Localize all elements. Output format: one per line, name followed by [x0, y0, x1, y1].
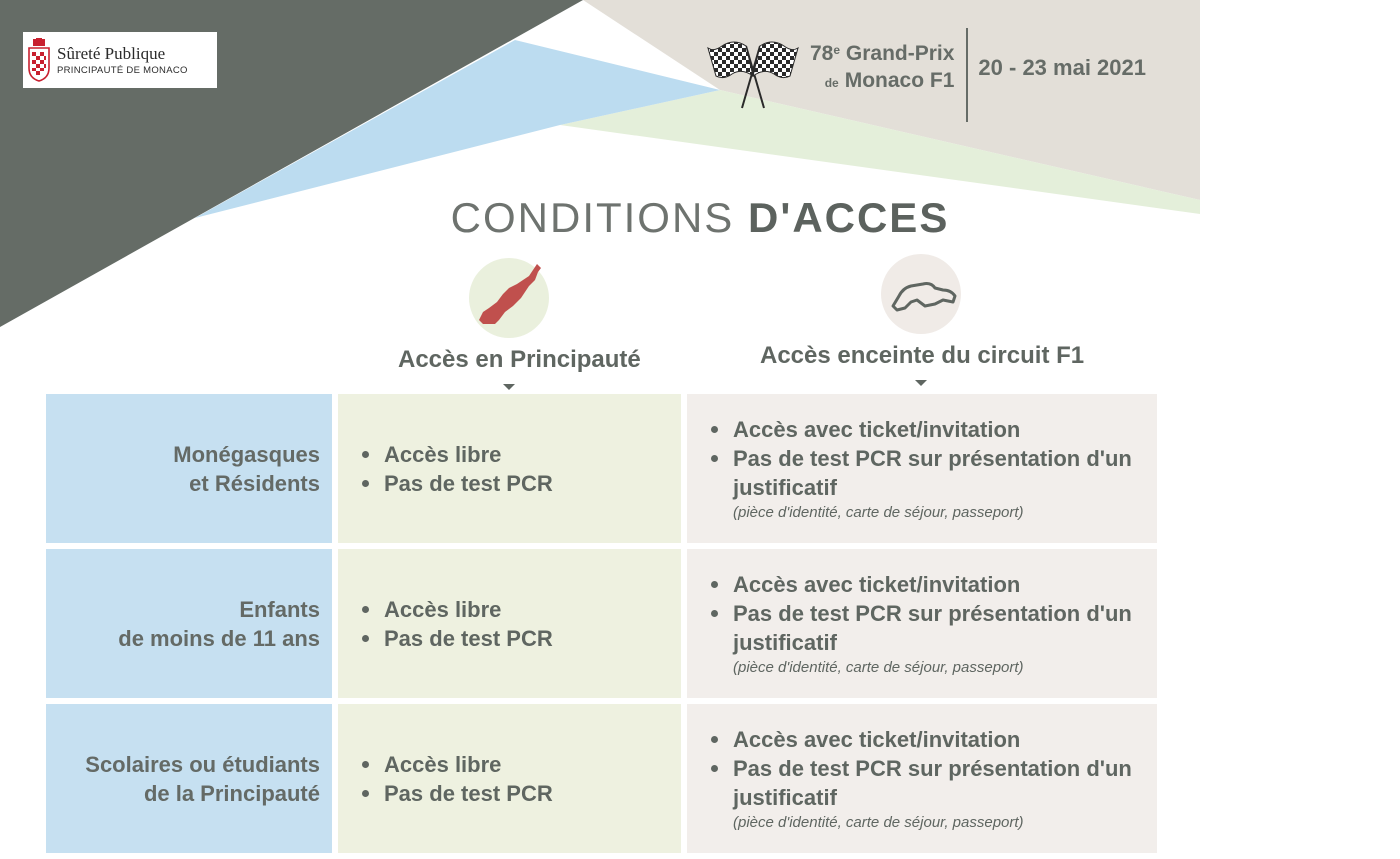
page-title [0, 194, 1400, 242]
list-item: Accès avec ticket/invitation [709, 725, 1157, 754]
principaute-cell [338, 704, 681, 853]
circuit-track-icon [881, 254, 961, 334]
list-item: Pas de test PCR [360, 469, 553, 498]
table-row [46, 394, 1157, 543]
category-line2: de la Principauté [143, 780, 320, 806]
list-item: Accès avec ticket/invitation [709, 415, 1157, 444]
list-item: Accès avec ticket/invitation [709, 570, 1157, 599]
header-divider [966, 28, 968, 122]
column-header-circuit [760, 254, 1085, 386]
edition-number: 78 [810, 42, 834, 65]
monaco-crest-icon [27, 38, 51, 82]
circuit-note: (pièce d'identité, carte de séjour, passeport) [733, 504, 1024, 521]
circuit-note: (pièce d'identité, carte de séjour, passeport) [733, 659, 1024, 676]
category-line2: de moins de 11 ans [118, 625, 320, 651]
category-line2: et Résidents [189, 470, 320, 496]
column-header-principaute [398, 258, 641, 390]
category-cell [46, 704, 332, 853]
checkered-flags-icon [706, 36, 800, 110]
logo-subtitle: PRINCIPAUTÉ DE MONACO [57, 64, 188, 76]
category-line1: Monégasques [173, 441, 320, 467]
table-row [46, 704, 1157, 853]
circuit-cell [687, 549, 1157, 698]
conditions-table [46, 394, 1157, 859]
list-item: Pas de test PCR sur présentation d'un justificatif [709, 599, 1157, 657]
list-item: Pas de test PCR sur présentation d'un justificatif [709, 444, 1157, 502]
map-circle [469, 258, 549, 338]
circuit-cell [687, 704, 1157, 853]
column-label-circuit: Accès enceinte du circuit F1 [760, 342, 1085, 369]
category-cell [46, 394, 332, 543]
title-bold: D'ACCES [748, 194, 950, 241]
circuit-circle [881, 254, 961, 334]
event-name-line1: Grand-Prix [845, 42, 955, 65]
list-item: Accès libre [360, 440, 553, 469]
event-header [706, 28, 1146, 122]
category-cell [46, 549, 332, 698]
list-item: Pas de test PCR [360, 624, 553, 653]
circuit-cell [687, 394, 1157, 543]
monaco-map-icon [469, 258, 549, 338]
chevron-down-icon [915, 380, 927, 386]
event-name-prefix: de [824, 76, 839, 90]
circuit-note: (pièce d'identité, carte de séjour, passeport) [733, 814, 1024, 831]
event-name-line2: Monaco F1 [844, 69, 955, 92]
principaute-cell [338, 549, 681, 698]
chevron-down-icon [503, 384, 515, 390]
list-item: Pas de test PCR sur présentation d'un justificatif [709, 754, 1157, 812]
column-label-principaute: Accès en Principauté [398, 346, 641, 373]
table-row [46, 549, 1157, 698]
category-line1: Enfants [239, 596, 320, 622]
category-line1: Scolaires ou étudiants [85, 751, 320, 777]
principaute-cell [338, 394, 681, 543]
edition-suffix: e [833, 43, 841, 57]
list-item: Accès libre [360, 595, 553, 624]
list-item: Pas de test PCR [360, 779, 553, 808]
logo-title: Sûreté Publique [57, 43, 166, 63]
list-item: Accès libre [360, 750, 553, 779]
event-dates: 20 - 23 mai 2021 [978, 55, 1146, 80]
event-name [810, 40, 954, 97]
surete-publique-logo [23, 32, 217, 88]
title-light: CONDITIONS [450, 194, 735, 241]
